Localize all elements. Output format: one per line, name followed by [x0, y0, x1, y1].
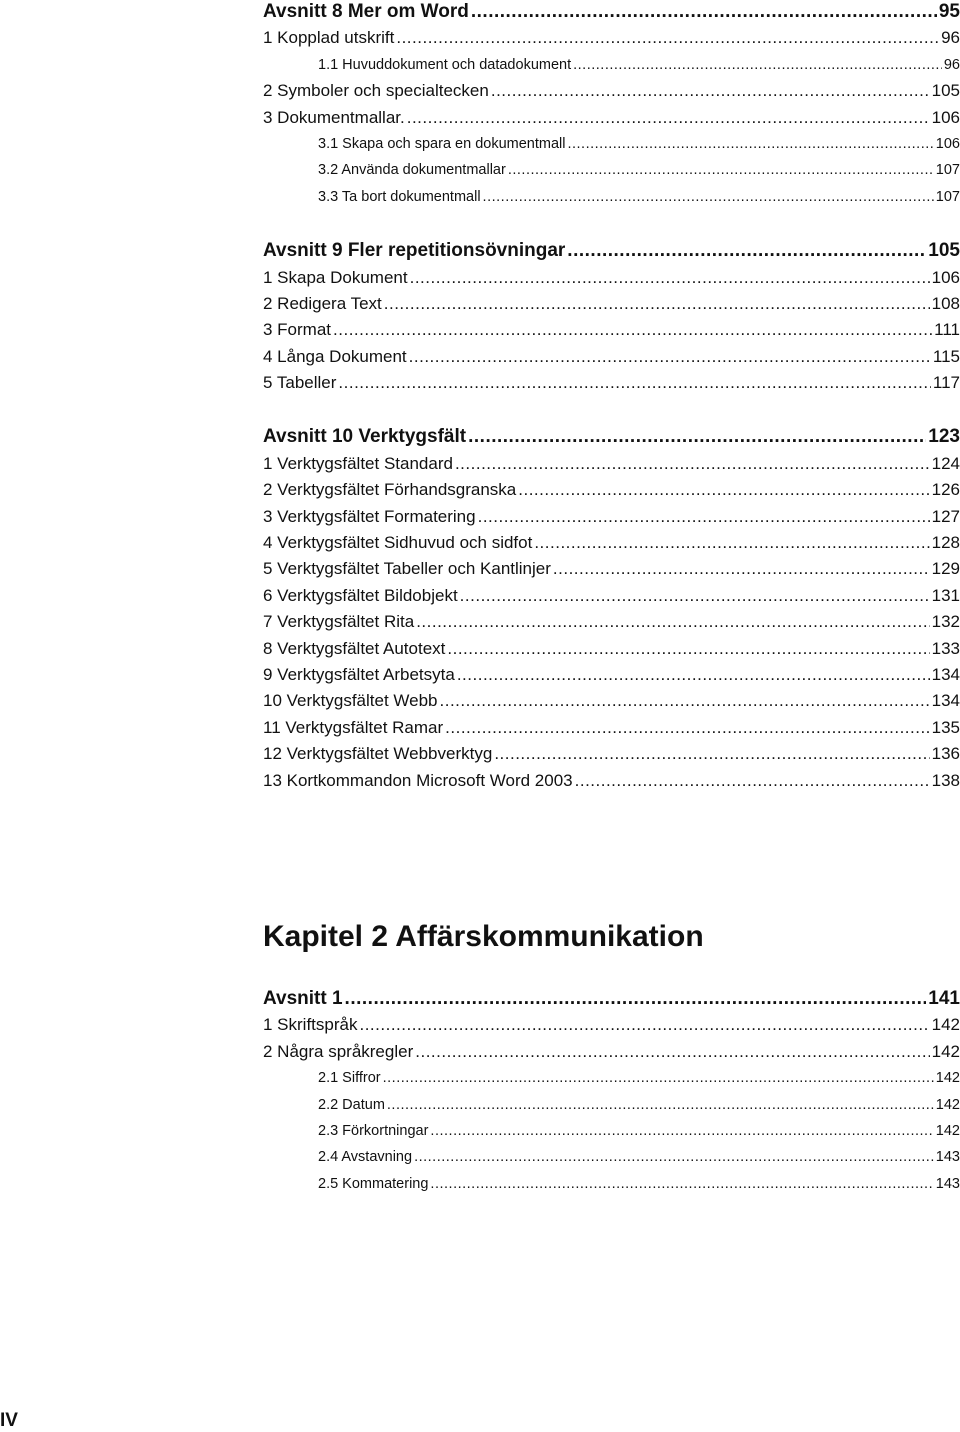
toc-entry-page-number: 136: [931, 744, 960, 764]
toc-entry-page-number: 111: [934, 320, 960, 340]
toc-entry-title: 3 Verktygsfältet Formatering: [263, 506, 476, 526]
toc-entry-title: 12 Verktygsfältet Webbverktyg: [263, 744, 493, 764]
toc-entry[interactable]: [263, 1118, 960, 1144]
toc-entry-title: 11 Verktygsfältet Ramar: [263, 717, 444, 737]
dot-leader: [471, 0, 937, 25]
toc-entry-page-number: 106: [931, 267, 960, 287]
toc-section-affarskommunikation: [263, 986, 960, 1197]
toc-entry-page-number: 96: [943, 56, 960, 73]
toc-entry-title: 1 Skriftspråk: [263, 1015, 358, 1035]
dot-leader: [508, 157, 934, 183]
toc-entry[interactable]: [263, 741, 960, 767]
toc-entry-page-number: 96: [941, 28, 960, 48]
toc-entry-title: 5 Verktygsfältet Tabeller och Kantlinjer: [263, 559, 551, 579]
toc-entry-title: Avsnitt 10 Verktygsfält: [263, 426, 467, 448]
toc-entry-title: 2 Verktygsfältet Förhandsgranska: [263, 480, 517, 500]
toc-entry-page-number: 107: [935, 188, 960, 205]
toc-section-heading[interactable]: [263, 0, 960, 25]
dot-leader: [430, 1171, 933, 1197]
toc-entry[interactable]: [263, 662, 960, 688]
toc-entry-page-number: 142: [931, 1041, 960, 1061]
toc-entry-page-number: 106: [931, 107, 960, 127]
chapter-title: Kapitel 2 Affärskommunikation: [263, 920, 704, 953]
toc-entry-page-number: 107: [935, 162, 960, 179]
toc-entry-page-number: 133: [931, 638, 960, 658]
toc-entry[interactable]: [263, 504, 960, 530]
toc-entry-title: 2.2 Datum: [318, 1096, 385, 1113]
toc-entry-page-number: 134: [931, 664, 960, 684]
dot-leader: [447, 636, 929, 662]
toc-entry-title: 4 Verktygsfältet Sidhuvud och sidfot: [263, 533, 533, 553]
dot-leader: [410, 265, 930, 291]
toc-entry-page-number: 135: [931, 717, 960, 737]
toc-entry[interactable]: [263, 105, 960, 131]
toc-entry[interactable]: [263, 25, 960, 51]
dot-leader: [415, 1039, 929, 1065]
toc-entry-page-number: 132: [931, 612, 960, 632]
toc-entry[interactable]: [263, 1144, 960, 1170]
dot-leader: [440, 688, 930, 714]
toc-entry-title: Avsnitt 9 Fler repetitionsövningar: [263, 240, 566, 262]
dot-leader: [414, 1144, 934, 1170]
toc-entry[interactable]: [263, 636, 960, 662]
toc-entry-page-number: 129: [931, 559, 960, 579]
toc-entry-page-number: 142: [931, 1015, 960, 1035]
toc-entry[interactable]: [263, 157, 960, 183]
toc-entry-title: 3.3 Ta bort dokumentmall: [318, 188, 481, 205]
toc-entry[interactable]: [263, 1171, 960, 1197]
toc-entry-title: 2 Symboler och specialtecken: [263, 81, 489, 101]
toc-entry[interactable]: [263, 370, 960, 396]
toc-entry-page-number: 141: [928, 988, 960, 1009]
toc-entry[interactable]: [263, 1092, 960, 1118]
dot-leader: [483, 184, 934, 210]
dot-leader: [567, 131, 933, 157]
toc-entry-page-number: 142: [935, 1070, 960, 1087]
dot-leader: [387, 1092, 934, 1118]
dot-leader: [494, 741, 929, 767]
page-number: IV: [0, 1410, 18, 1431]
dot-leader: [457, 662, 930, 688]
toc-entry-title: 2.4 Avstavning: [318, 1149, 413, 1166]
toc-entry-page-number: 108: [931, 293, 960, 313]
toc-entry-page-number: 142: [935, 1122, 960, 1139]
toc-entry-title: 4 Långa Dokument: [263, 346, 407, 366]
toc-entry-title: 1 Verktygsfältet Standard: [263, 453, 453, 473]
toc-entry[interactable]: [263, 609, 960, 635]
toc-entry-page-number: 143: [935, 1175, 960, 1192]
toc-entry-title: 2.1 Siffror: [318, 1070, 381, 1087]
toc-section-word: [263, 0, 960, 794]
toc-entry-page-number: 117: [932, 373, 960, 393]
dot-leader: [383, 1065, 934, 1091]
toc-entry-title: 10 Verktygsfältet Webb: [263, 691, 438, 711]
toc-section-heading[interactable]: [263, 424, 960, 450]
toc-entry-page-number: 138: [931, 770, 960, 790]
toc-entry-page-number: 105: [931, 81, 960, 101]
toc-entry[interactable]: [263, 1065, 960, 1091]
toc-entry-title: 3 Dokumentmallar.: [263, 107, 405, 127]
toc-entry-page-number: 106: [935, 135, 960, 152]
dot-leader: [575, 768, 930, 794]
dot-leader: [338, 370, 930, 396]
dot-leader: [416, 609, 929, 635]
toc-entry-title: 3.2 Använda dokumentmallar: [318, 162, 506, 179]
toc-entry-page-number: 115: [932, 346, 960, 366]
dot-leader: [430, 1118, 933, 1144]
dot-leader: [553, 556, 930, 582]
toc-spacer: [263, 210, 960, 238]
toc-entry[interactable]: [263, 583, 960, 609]
toc-entry-title: Avsnitt 8 Mer om Word: [263, 1, 469, 22]
toc-entry-title: 2.5 Kommatering: [318, 1175, 429, 1192]
toc-entry[interactable]: [263, 451, 960, 477]
toc-entry[interactable]: [263, 52, 960, 78]
dot-leader: [460, 583, 930, 609]
toc-spacer: [263, 396, 960, 424]
dot-leader: [455, 451, 930, 477]
toc-entry-page-number: 126: [931, 480, 960, 500]
toc-entry[interactable]: [263, 184, 960, 210]
toc-entry-page-number: 123: [928, 426, 960, 448]
toc-entry-title: Avsnitt 1: [263, 988, 343, 1009]
dot-leader: [333, 317, 932, 343]
toc-entry[interactable]: [263, 78, 960, 104]
toc-entry[interactable]: [263, 768, 960, 794]
toc-entry-title: 7 Verktygsfältet Rita: [263, 612, 415, 632]
toc-entry-title: 3.1 Skapa och spara en dokumentmall: [318, 135, 566, 152]
dot-leader: [345, 986, 927, 1012]
toc-entry-title: 13 Kortkommandon Microsoft Word 2003: [263, 770, 573, 790]
toc-section-heading[interactable]: [263, 986, 960, 1012]
toc-entry-title: 1 Kopplad utskrift: [263, 28, 395, 48]
toc-entry-title: 2 Några språkregler: [263, 1041, 414, 1061]
toc-entry-page-number: 128: [931, 533, 960, 553]
toc-entry[interactable]: [263, 1039, 960, 1065]
dot-leader: [396, 25, 939, 51]
toc-entry[interactable]: [263, 477, 960, 503]
dot-leader: [409, 344, 931, 370]
toc-entry-title: 8 Verktygsfältet Autotext: [263, 638, 446, 658]
toc-entry[interactable]: [263, 131, 960, 157]
toc-entry[interactable]: [263, 317, 960, 343]
toc-entry-title: 1 Skapa Dokument: [263, 267, 408, 287]
toc-entry[interactable]: [263, 530, 960, 556]
dot-leader: [573, 52, 942, 78]
toc-entry-page-number: 143: [935, 1149, 960, 1166]
dot-leader: [445, 715, 929, 741]
dot-leader: [407, 105, 930, 131]
toc-entry-page-number: 124: [931, 453, 960, 473]
toc-entry-title: 5 Tabeller: [263, 373, 337, 393]
toc-entry-page-number: 134: [931, 691, 960, 711]
toc-entry-title: 1.1 Huvuddokument och datadokument: [318, 56, 572, 73]
toc-entry[interactable]: [263, 265, 960, 291]
dot-leader: [468, 424, 926, 450]
toc-entry[interactable]: [263, 344, 960, 370]
toc-section-heading[interactable]: [263, 238, 960, 264]
toc-entry-page-number: 105: [928, 240, 960, 262]
toc-entry-title: 3 Format: [263, 320, 332, 340]
toc-entry-title: 6 Verktygsfältet Bildobjekt: [263, 585, 458, 605]
dot-leader: [478, 504, 930, 530]
dot-leader: [359, 1012, 929, 1038]
dot-leader: [518, 477, 929, 503]
toc-entry[interactable]: [263, 1012, 960, 1038]
toc-entry-page-number: 131: [931, 585, 960, 605]
toc-entry[interactable]: [263, 556, 960, 582]
toc-entry[interactable]: [263, 688, 960, 714]
toc-entry-title: 9 Verktygsfältet Arbetsyta: [263, 664, 455, 684]
toc-entry-page-number: 142: [935, 1096, 960, 1113]
toc-entry-title: 2 Redigera Text: [263, 293, 382, 313]
dot-leader: [384, 291, 930, 317]
dot-leader: [567, 238, 926, 264]
dot-leader: [534, 530, 929, 556]
toc-entry[interactable]: [263, 291, 960, 317]
toc-entry-page-number: 127: [931, 506, 960, 526]
toc-entry-title: 2.3 Förkortningar: [318, 1122, 429, 1139]
toc-entry[interactable]: [263, 715, 960, 741]
toc-entry-page-number: 95: [938, 1, 960, 22]
dot-leader: [491, 78, 930, 104]
